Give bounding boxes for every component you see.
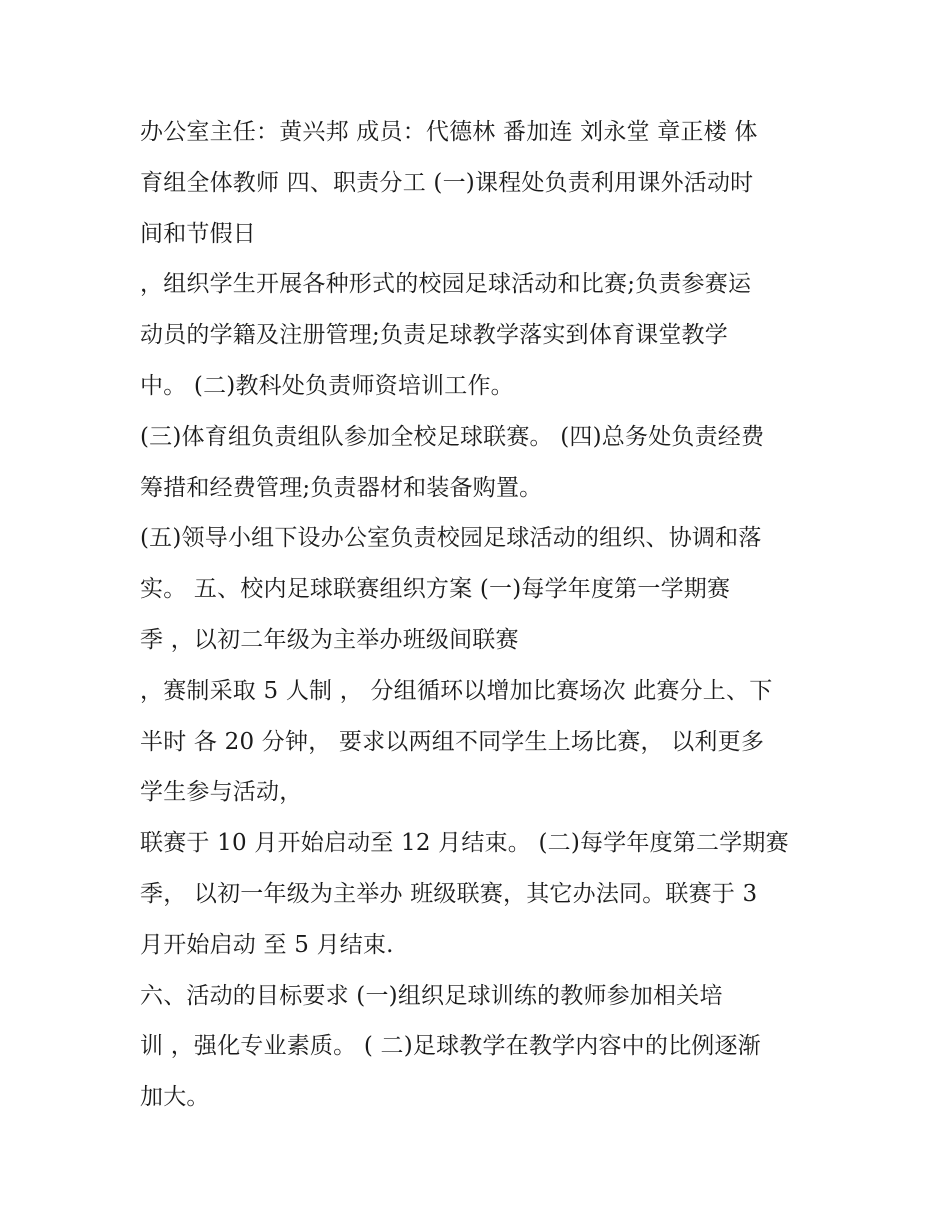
text-line: 季 ，以初二年级为主举办班级间联赛 <box>140 626 519 653</box>
text-line: 实。 五、校内足球联赛组织方案 (一)每学年度第一学期赛 <box>140 576 731 603</box>
text-line: 育组全体教师 四、职责分工 (一)课程处负责利用课外活动时 <box>140 169 754 196</box>
text-line: 半时 各 20 分钟， 要求以两组不同学生上场比赛， 以利更多 <box>140 728 765 755</box>
text-line: 筹措和经费管理;负责器材和装备购置。 <box>140 474 543 501</box>
text-line: (三)体育组负责组队参加全校足球联赛。 (四)总务处负责经费 <box>140 423 765 450</box>
text-line: 联赛于 10 月开始启动至 12 月结束。 (二)每学年度第二学期赛 <box>140 830 789 857</box>
text-line: 加大。 <box>140 1084 210 1111</box>
text-line: (五)领导小组下设办公室负责校园足球活动的组织、协调和落 <box>140 525 762 552</box>
text-line: 动员的学籍及注册管理;负责足球教学落实到体育课堂教学 <box>140 322 728 349</box>
text-line: 中。 (二)教科处负责师资培训工作。 <box>140 372 514 399</box>
text-line: 间和节假日 <box>140 220 256 247</box>
text-line: 办公室主任：黄兴邦 成员：代德林 番加连 刘永堂 章正楼 体 <box>140 119 758 145</box>
text-line: 学生参与活动， <box>140 779 303 806</box>
text-line: 训 ，强化专业素质。 ( 二)足球教学在教学内容中的比例逐渐 <box>140 1033 761 1060</box>
document-body <box>140 107 820 1123</box>
text-line: 六、活动的目标要求 (一)组织足球训练的教师参加相关培 <box>140 982 723 1009</box>
text-line: ，赛制采取 5 人制 ， 分组循环以增加比赛场次 此赛分上、下 <box>140 677 773 704</box>
text-line: 月开始启动 至 5 月结束. <box>140 931 394 958</box>
text-line: 季， 以初一年级为主举办 班级联赛，其它办法同。联赛于 3 <box>140 880 758 907</box>
text-line: ，组织学生开展各种形式的校园足球活动和比赛;负责参赛运 <box>140 271 752 298</box>
